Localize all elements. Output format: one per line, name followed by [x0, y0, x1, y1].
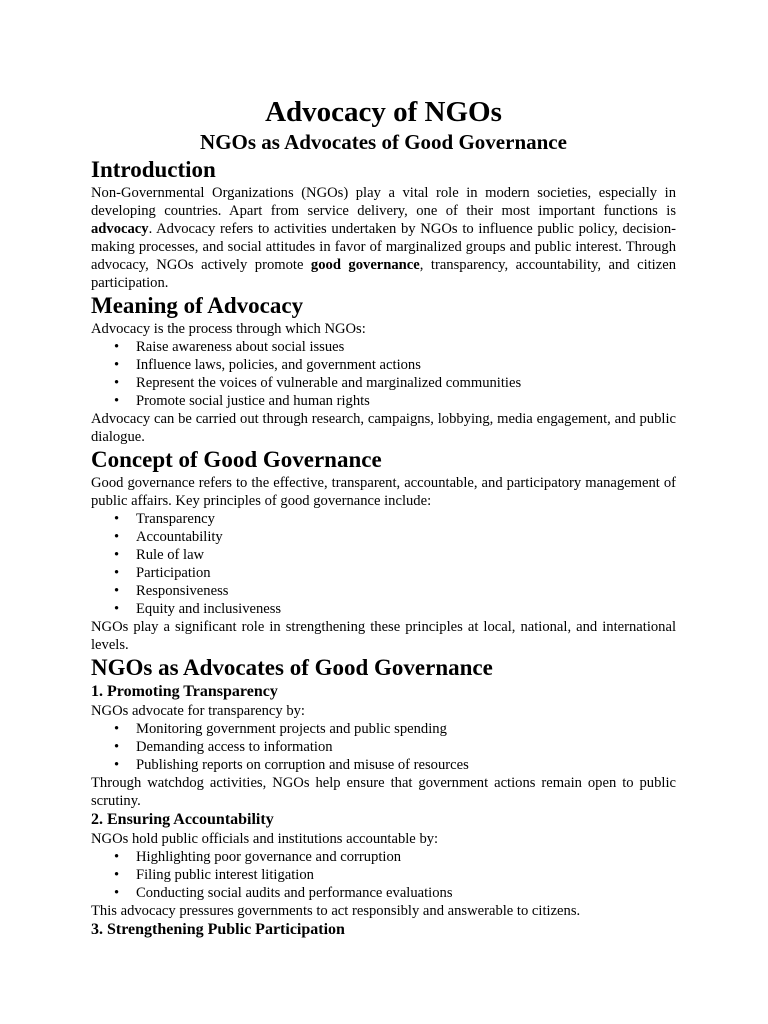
- list-item: • Demanding access to information: [136, 738, 676, 756]
- transparency-intro: NGOs advocate for transparency by:: [91, 703, 305, 719]
- meaning-outro: Advocacy can be carried out through research, campaigns, lobbying, media engagement, and public dialogue.: [91, 411, 676, 445]
- accountability-list: [91, 848, 676, 902]
- document-title: Advocacy of NGOs: [265, 96, 502, 128]
- introduction-text-2: . Advocacy refers to activities undertaken by NGOs to influence public policy, decision-making processes, and social attitudes in favor of marginalized groups and public interest. Through advocacy, NGOs actively promote: [91, 221, 676, 273]
- subsection-heading-participation: 3. Strengthening Public Participation: [91, 921, 345, 938]
- list-item: • Influence laws, policies, and government actions: [136, 356, 676, 374]
- subsection-heading-accountability: 2. Ensuring Accountability: [91, 811, 274, 828]
- list-item: • Raise awareness about social issues: [136, 338, 676, 356]
- list-item: • Conducting social audits and performance evaluations: [136, 884, 676, 902]
- list-item: • Transparency: [136, 510, 676, 528]
- concept-outro: NGOs play a significant role in strengthening these principles at local, national, and international levels.: [91, 619, 676, 653]
- list-item: • Responsiveness: [136, 582, 676, 600]
- section-heading-concept: Concept of Good Governance: [91, 447, 382, 472]
- list-item: • Participation: [136, 564, 676, 582]
- introduction-bold-advocacy: advocacy: [91, 221, 149, 237]
- concept-intro: Good governance refers to the effective, transparent, accountable, and participatory management of public affairs. Key principles of good governance include:: [91, 475, 676, 509]
- accountability-intro: NGOs hold public officials and institutions accountable by:: [91, 831, 439, 847]
- list-item: • Rule of law: [136, 546, 676, 564]
- meaning-list: [91, 338, 676, 410]
- list-item: • Represent the voices of vulnerable and marginalized communities: [136, 374, 676, 392]
- section-heading-introduction: Introduction: [91, 157, 216, 182]
- meaning-intro: Advocacy is the process through which NGOs:: [91, 321, 366, 337]
- section-heading-meaning: Meaning of Advocacy: [91, 293, 304, 318]
- list-item: • Equity and inclusiveness: [136, 600, 676, 618]
- list-item: • Publishing reports on corruption and misuse of resources: [136, 756, 676, 774]
- subsection-heading-transparency: 1. Promoting Transparency: [91, 683, 278, 700]
- transparency-outro: Through watchdog activities, NGOs help ensure that government actions remain open to public scrutiny.: [91, 775, 676, 809]
- transparency-list: [91, 720, 676, 774]
- list-item: • Monitoring government projects and public spending: [136, 720, 676, 738]
- list-item: • Highlighting poor governance and corruption: [136, 848, 676, 866]
- introduction-paragraph: [91, 184, 676, 292]
- list-item: • Filing public interest litigation: [136, 866, 676, 884]
- list-item: • Promote social justice and human rights: [136, 392, 676, 410]
- section-heading-advocates: NGOs as Advocates of Good Governance: [91, 655, 493, 680]
- list-item: • Accountability: [136, 528, 676, 546]
- accountability-outro: This advocacy pressures governments to act responsibly and answerable to citizens.: [91, 903, 581, 919]
- introduction-text-1: Non-Governmental Organizations (NGOs) play a vital role in modern societies, especially in developing countries. Apart from service delivery, one of their most important functions is: [91, 185, 676, 219]
- document-subtitle: NGOs as Advocates of Good Governance: [200, 130, 567, 154]
- concept-list: [91, 510, 676, 618]
- introduction-text-3: , transparency, accountability, and citizen participation.: [91, 257, 676, 291]
- introduction-bold-good-governance: good governance: [310, 257, 420, 273]
